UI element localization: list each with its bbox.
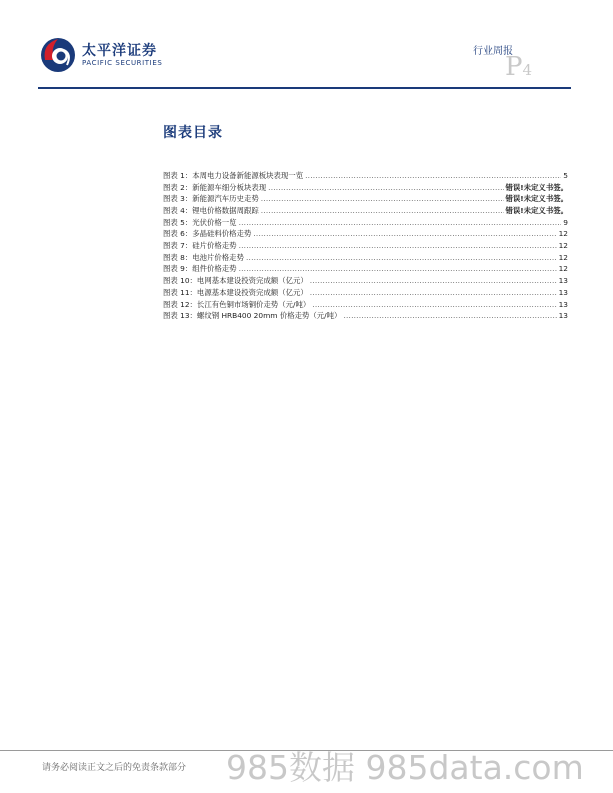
toc-entry-label: 图表 11：电源基本建设投资完成额（亿元）: [163, 287, 308, 297]
toc-entry-label: 图表 8：电池片价格走势: [163, 252, 244, 262]
toc-entry-7[interactable]: [163, 240, 568, 252]
toc-entry-10[interactable]: [163, 275, 568, 287]
toc-entry-label: 图表 2：新能源车细分板块表现: [163, 182, 267, 192]
toc-entry-12[interactable]: [163, 299, 568, 311]
toc-entry-9[interactable]: [163, 264, 568, 276]
toc-entry-page: 12: [558, 252, 568, 262]
toc-entry-page: 12: [558, 241, 568, 251]
toc-entry-3[interactable]: [163, 193, 568, 205]
toc-entry-label: 图表 9：组件价格走势: [163, 264, 237, 274]
toc-title: 图表目录: [163, 125, 223, 141]
toc-leader-dots: [312, 299, 556, 311]
toc-entry-page: 错误!未定义书签。: [505, 194, 568, 204]
toc-entry-1[interactable]: [163, 170, 568, 182]
toc-entry-label: 图表 10：电网基本建设投资完成额（亿元）: [163, 276, 308, 286]
toc-entry-page: 9: [563, 217, 568, 227]
toc-entry-5[interactable]: [163, 217, 568, 229]
toc-entry-page: 13: [558, 299, 568, 309]
toc-entry-page: 13: [558, 276, 568, 286]
toc-entry-label: 图表 13：螺纹钢 HRB400 20mm 价格走势（元/吨）: [163, 311, 342, 321]
toc-entry-page: 错误!未定义书签。: [505, 206, 568, 216]
toc-leader-dots: [310, 287, 557, 299]
page-number-letter: P: [505, 52, 523, 82]
toc-entry-label: 图表 6：多晶硅料价格走势: [163, 229, 252, 239]
logo-chinese-name: 太平洋证券: [82, 43, 157, 59]
toc-leader-dots: [239, 217, 562, 229]
pacific-securities-logo-icon: [38, 34, 78, 74]
toc-leader-dots: [305, 170, 561, 182]
toc-entry-label: 图表 5：光伏价格一览: [163, 217, 237, 227]
toc-leader-dots: [261, 205, 504, 217]
toc-entry-label: 图表 12：长江有色铜市场铜价走势（元/吨）: [163, 299, 311, 309]
toc-entry-label: 图表 4：锂电价格数据周跟踪: [163, 206, 259, 216]
toc-entry-2[interactable]: [163, 182, 568, 194]
toc-entry-page: 12: [558, 229, 568, 239]
toc-entry-page: 12: [558, 264, 568, 274]
toc-entry-label: 图表 7：硅片价格走势: [163, 241, 237, 251]
toc-leader-dots: [253, 228, 556, 240]
footer-disclaimer: 请务必阅读正文之后的免责条款部分: [42, 763, 187, 773]
toc-leader-dots: [246, 252, 557, 264]
toc-entry-label: 图表 1：本周电力设备新能源板块表现一览: [163, 170, 304, 180]
toc-entry-page: 错误!未定义书签。: [505, 182, 568, 192]
watermark-text: 985数据 985data.com: [226, 748, 584, 787]
toc-entry-page: 5: [563, 170, 568, 180]
page-number: [505, 52, 532, 82]
header-divider: [38, 87, 571, 89]
company-logo: [38, 34, 168, 78]
toc-entry-8[interactable]: [163, 252, 568, 264]
toc-list: [163, 170, 568, 322]
toc-leader-dots: [268, 182, 503, 194]
toc-leader-dots: [239, 240, 557, 252]
toc-entry-page: 13: [558, 287, 568, 297]
toc-entry-13[interactable]: [163, 310, 568, 322]
toc-entry-page: 13: [558, 311, 568, 321]
toc-entry-6[interactable]: [163, 228, 568, 240]
toc-leader-dots: [343, 310, 556, 322]
toc-entry-11[interactable]: [163, 287, 568, 299]
toc-entry-4[interactable]: [163, 205, 568, 217]
page-number-value: 4: [522, 61, 533, 79]
toc-leader-dots: [310, 275, 557, 287]
toc-leader-dots: [261, 193, 504, 205]
toc-leader-dots: [239, 263, 557, 275]
report-type-label: 行业周报: [473, 46, 513, 57]
logo-english-name: PACIFIC SECURITIES: [82, 59, 163, 67]
toc-entry-label: 图表 3：新能源汽车历史走势: [163, 194, 259, 204]
